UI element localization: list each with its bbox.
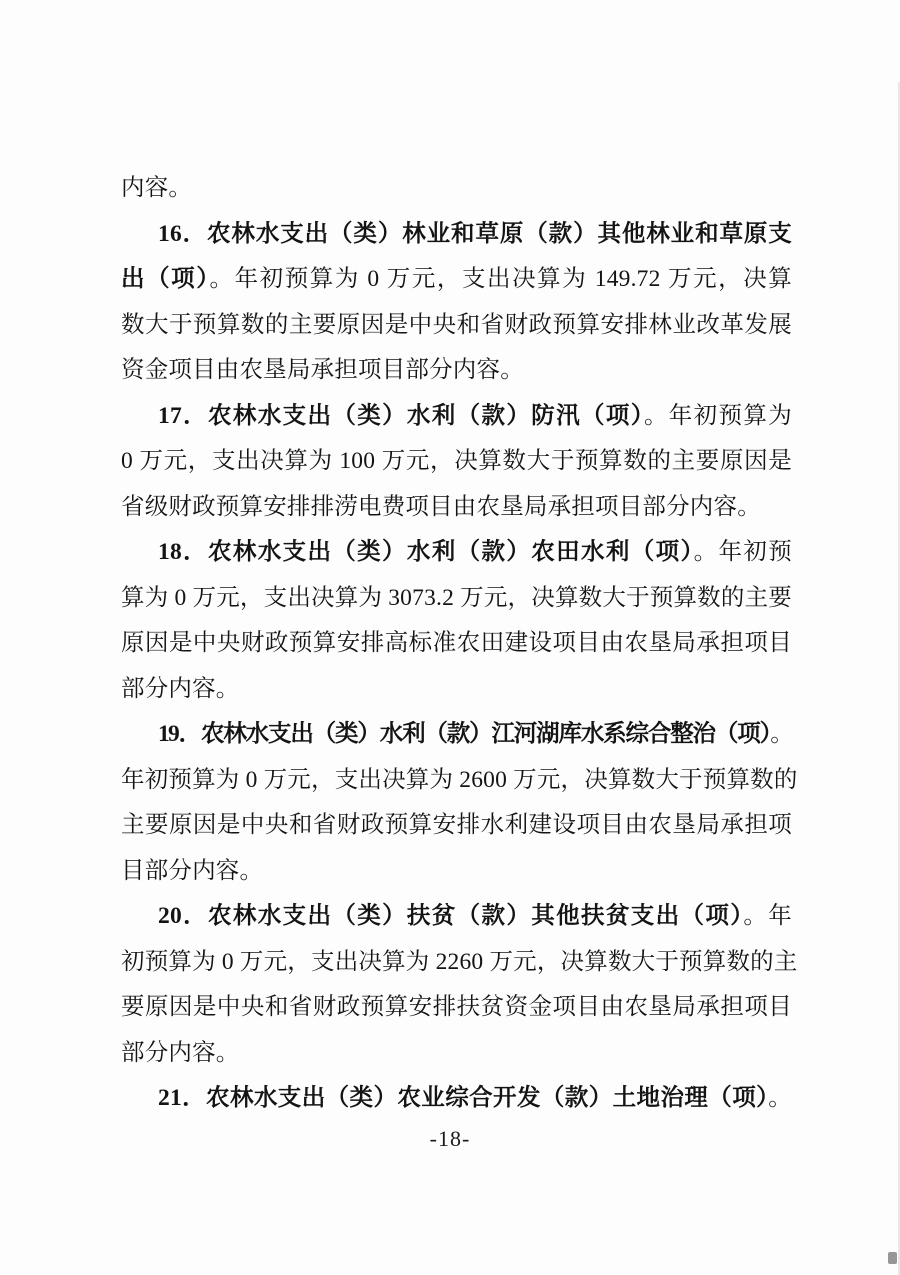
item-19-heading: 19．农林水支出（类）水利（款）江河湖库水系综合整治（项） [158,721,771,747]
item-18-heading: 18．农林水支出（类）水利（款）农田水利（项） [158,539,694,565]
item-19-line [121,803,792,849]
page-number: -18- [429,1126,471,1151]
item-18-line [121,621,792,667]
item-18-line [121,576,792,622]
item-20-text: 部分内容。 [121,1039,240,1066]
item-19-text: 年初预算为 0 万元，支出决算为 2600 万元，决算数大于预算数的 [121,766,798,793]
item-20-line [121,894,792,940]
intro-continuation-text: 内容。 [121,175,193,201]
item-17-line [121,485,792,531]
item-18-line [121,667,792,713]
item-16-line [121,257,792,303]
item-20-line [121,1031,792,1077]
item-18-text: 原因是中央财政预算安排高标准农田建设项目由农垦局承担项目 [121,630,792,656]
document-body [121,166,798,1122]
item-19-text: 。 [770,721,792,747]
item-18-text: 算为 0 万元，支出决算为 3073.2 万元，决算数大于预算数的主要 [121,584,792,611]
item-18-text: 。年初预 [693,539,792,565]
item-16-heading: 16．农林水支出（类）林业和草原（款）其他林业和草原支 [158,220,792,247]
item-19-line [121,712,792,758]
item-19-line [121,849,792,895]
item-20-text: 初预算为 0 万元，支出决算为 2260 万元，决算数大于预算数的主 [121,948,798,975]
item-19-text: 目部分内容。 [121,857,264,884]
item-20-line [121,985,792,1031]
item-17-heading: 17．农林水支出（类）水利（款）防汛（项） [158,402,644,429]
item-20-text: 要原因是中央和省财政预算安排扶贫资金项目由农垦局承担项目 [121,994,792,1020]
item-19-text: 主要原因是中央和省财政预算安排水利建设项目由农垦局承担项 [121,812,792,838]
item-16-line [121,212,792,258]
item-17-line [121,439,792,485]
item-17-text: 省级财政预算安排排涝电费项目由农垦局承担项目部分内容。 [121,493,761,520]
item-17-text: 。年初预算为 [643,402,793,429]
item-16-text: 资金项目由农垦局承担项目部分内容。 [121,357,524,383]
item-20-line [121,940,798,986]
item-16-text: 。年初预算为 0 万元，支出决算为 149.72 万元，决算 [209,266,792,292]
intro-continuation-line [121,166,792,212]
scan-artifact-bottom-right-mark [888,1252,897,1264]
item-20-heading: 20．农林水支出（类）扶贫（款）其他扶贫支出（项） [158,903,744,929]
item-16-heading: 出（项） [121,266,210,292]
item-16-text: 数大于预算数的主要原因是中央和省财政预算安排林业改革发展 [121,311,792,338]
item-19-line [121,758,798,804]
item-17-text: 0 万元，支出决算为 100 万元，决算数大于预算数的主要原因是 [121,448,792,474]
item-21-line [121,1076,792,1122]
item-16-line [121,348,792,394]
item-20-text: 。年 [743,903,792,929]
item-18-line [121,530,792,576]
item-18-text: 部分内容。 [121,675,240,702]
item-17-line [121,394,792,440]
item-16-line [121,303,792,349]
item-21-text: 。 [768,1085,792,1111]
item-21-heading: 21．农林水支出（类）农业综合开发（款）土地治理（项） [158,1085,769,1111]
